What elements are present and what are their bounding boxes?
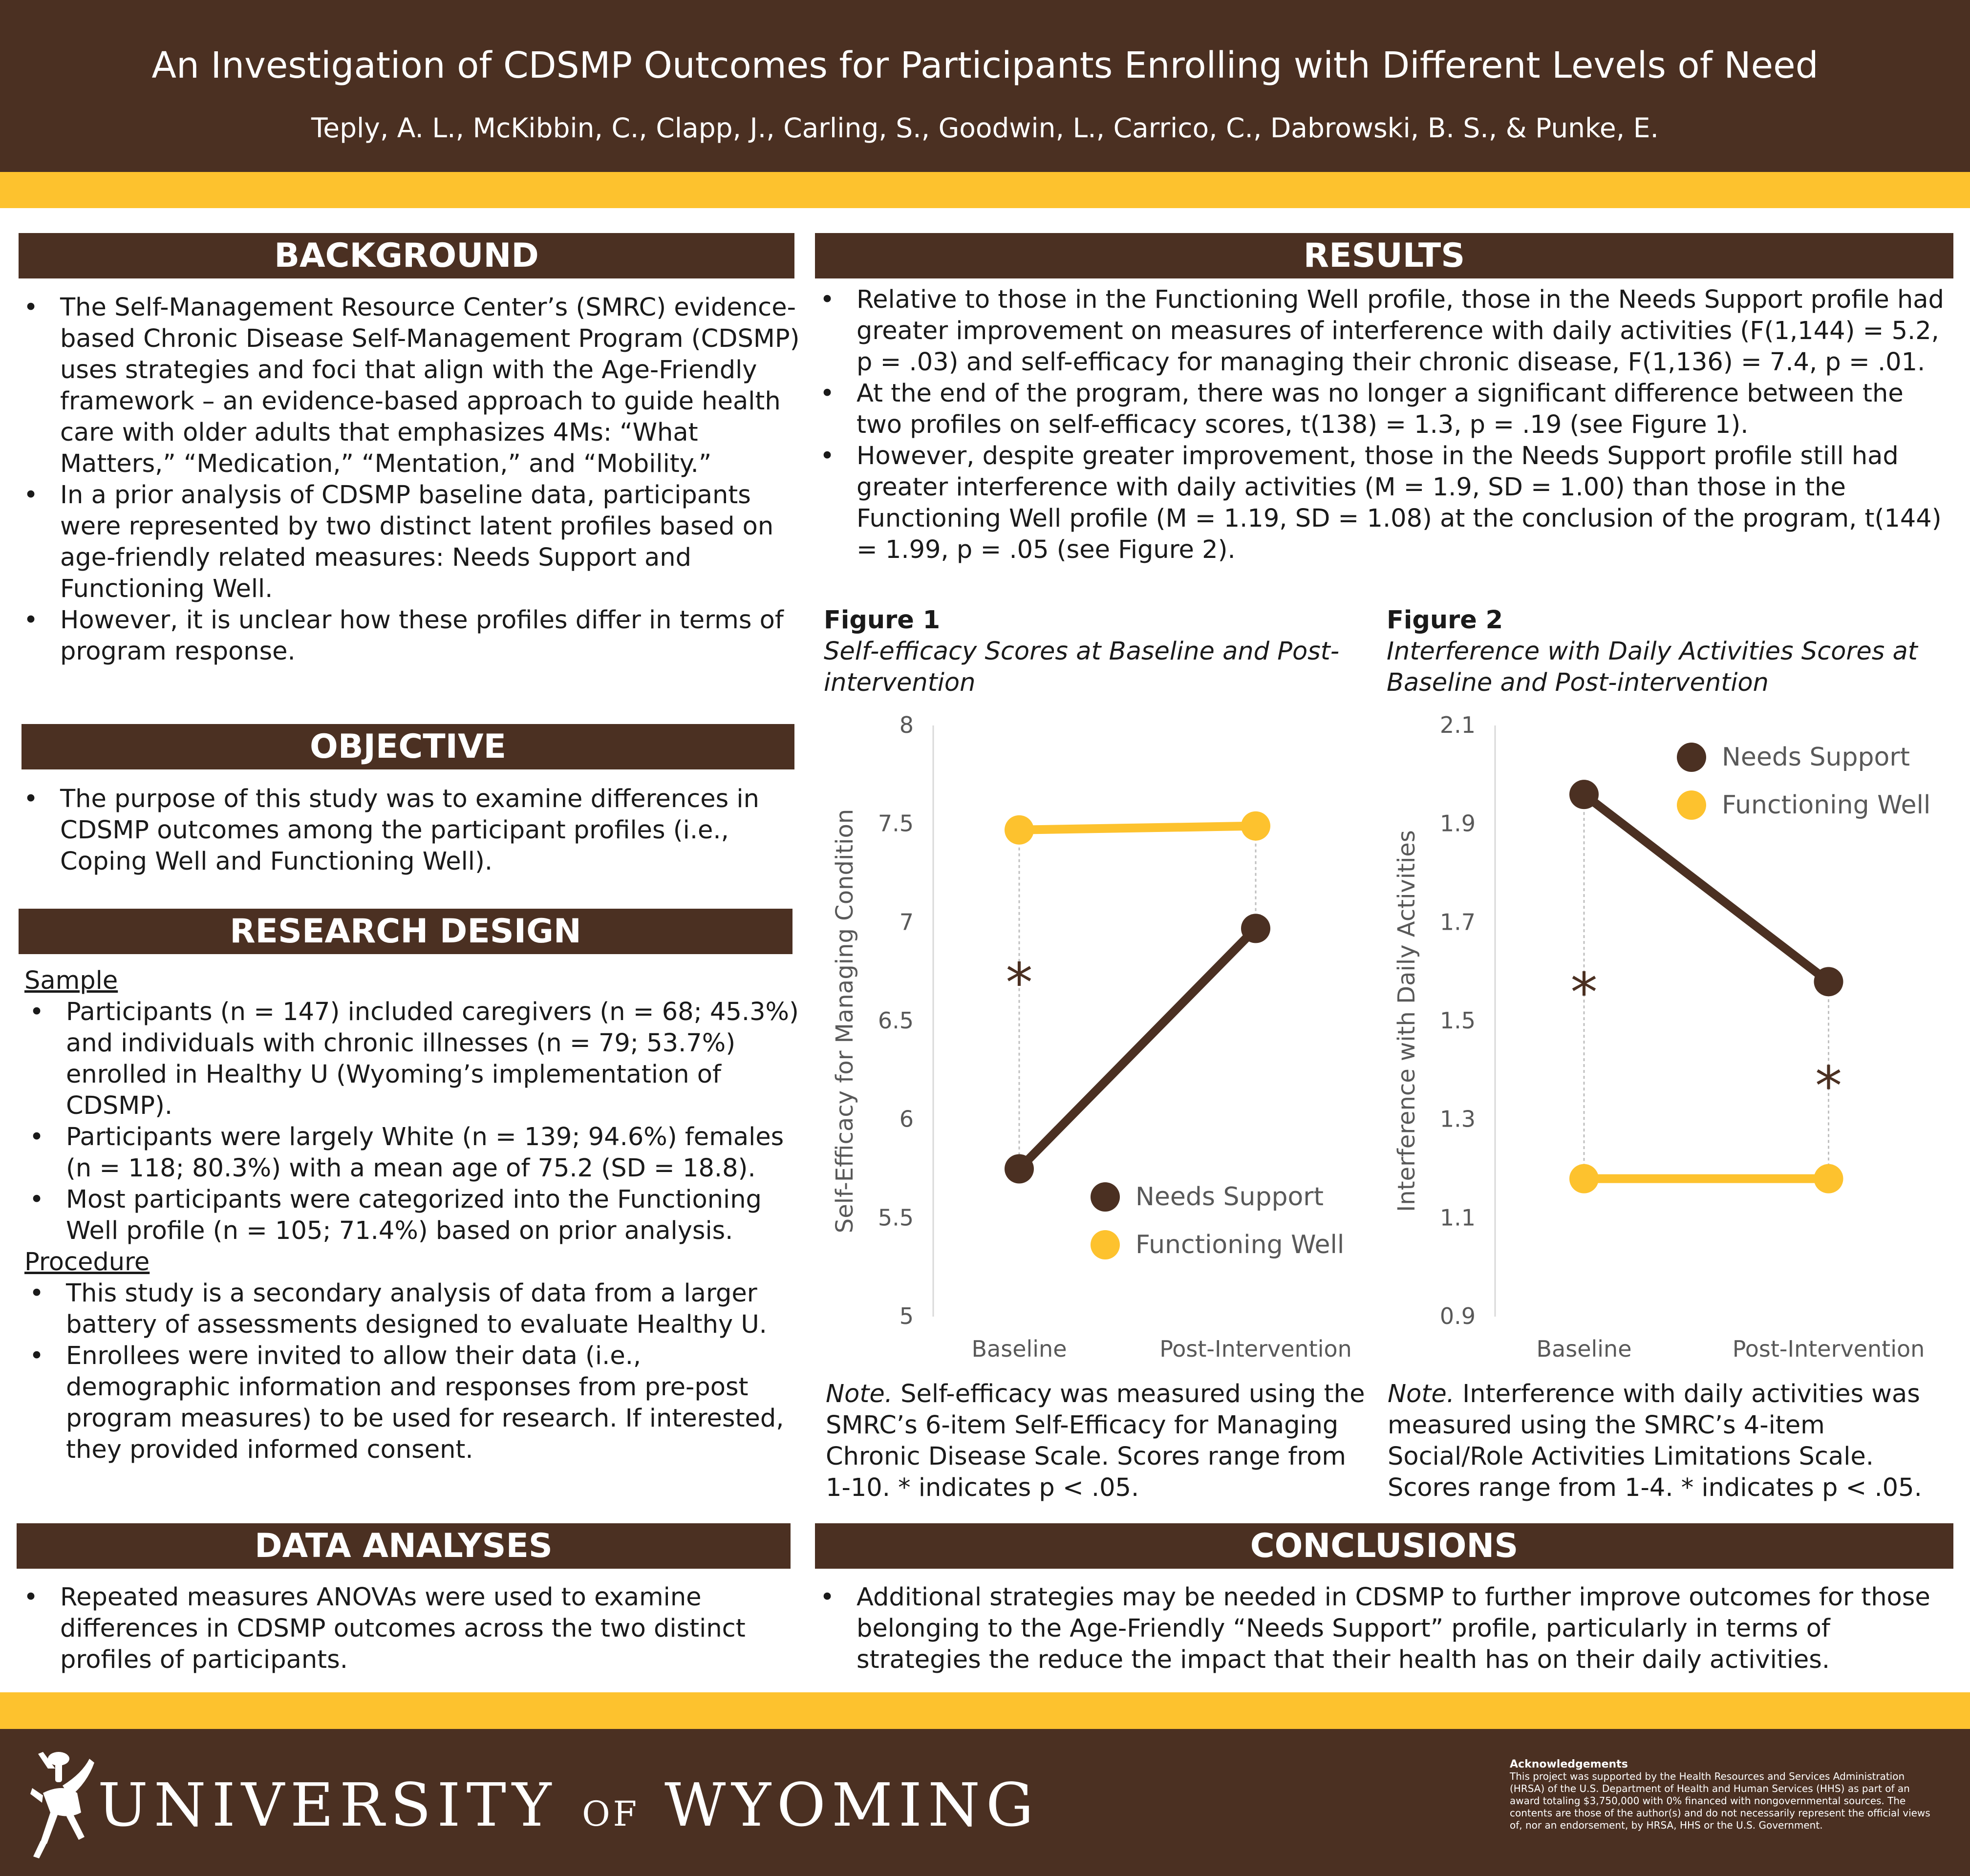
x-tick-label: Baseline (971, 1336, 1067, 1362)
bullet-item: • In a prior analysis of CDSMP baseline data, participants were represented by two distinct latent profiles based on age-friendly related measures: Needs Support and Functioning Well. (19, 480, 800, 605)
acknowledgements-title: Acknowledgements (1510, 1758, 1628, 1770)
figure1-label: Figure 1 (824, 606, 941, 635)
figure2-note-prefix: Note. (1388, 1380, 1455, 1408)
results-header: RESULTS (815, 233, 1953, 278)
bullet-item: • Most participants were categorized into the Functioning Well profile (n = 105; 71.4%) based on prior analysis. (24, 1184, 801, 1247)
legend-marker (1091, 1230, 1120, 1259)
figure2-note (1388, 1379, 1935, 1504)
significance-asterisk: * (1815, 1055, 1842, 1118)
legend-marker (1677, 790, 1706, 820)
legend-label: Needs Support (1722, 743, 1910, 772)
data-point (1569, 780, 1599, 809)
acknowledgements-text: This project was supported by the Health Resources and Services Administration (HRSA) of the U.S. Department of Health and Human Services (HHS) as part of an award totaling $3,750,000 with 0% financed with nongovernmental sources. The contents are those of the author(s) and do not necessarily represent the official views of, nor an endorsement, by HRSA, HHS or the U.S. Government. (1510, 1770, 1930, 1831)
y-tick-label: 1.1 (1439, 1204, 1476, 1231)
figure1-title: Self-efficacy Scores at Baseline and Post-intervention (824, 637, 1340, 697)
data-analyses-header: DATA ANALYSES (17, 1523, 791, 1569)
bucking-horse-logo-icon (28, 1739, 97, 1861)
series-line (1584, 794, 1829, 981)
bullet-item: • Participants (n = 147) included caregivers (n = 68; 45.3%) and individuals with chronic illnesses (n = 79; 53.7%) enrolled in Healthy U (Wyoming’s implementation of CDSMP). (24, 997, 801, 1122)
conclusions-header: CONCLUSIONS (815, 1523, 1953, 1569)
figure2-label: Figure 2 (1387, 606, 1503, 635)
y-tick-label: 1.5 (1439, 1007, 1476, 1034)
sample-list (24, 997, 801, 1247)
figure1-note-text: Self-efficacy was measured using the SMRC’s 6-item Self-Efficacy for Managing Chronic Disease Scale. Scores range from 1-10. * indicates p < .05. (826, 1380, 1365, 1502)
bullet-item: • Relative to those in the Functioning Well profile, those in the Needs Support profile had greater improvement on measures of interference with daily activities (F(1,144) = 5.2, p = .03) and self-efficacy for managing their chronic disease, F(1,136) = 7.4, p = .01. (815, 284, 1953, 378)
gold-band-bottom (0, 1692, 1970, 1729)
legend-label: Needs Support (1135, 1182, 1324, 1212)
poster-authors: Teply, A. L., McKibbin, C., Clapp, J., Carling, S., Goodwin, L., Carrico, C., Dabrowski, B. S., & Punke, E. (311, 112, 1659, 144)
university-logo-text (98, 1770, 1040, 1846)
series-line (1019, 826, 1256, 830)
y-tick-label: 7.5 (878, 810, 914, 837)
bullet-item: • At the end of the program, there was no longer a significant difference between the two profiles on self-efficacy scores, t(138) = 1.3, p = .19 (see Figure 1). (815, 378, 1953, 441)
legend-marker (1091, 1182, 1120, 1212)
y-tick-label: 1.7 (1439, 909, 1476, 936)
procedure-list (24, 1278, 801, 1466)
poster-title: An Investigation of CDSMP Outcomes for Participants Enrolling with Different Levels of Need (151, 44, 1819, 86)
data-point (1241, 811, 1270, 841)
data-point (1569, 1164, 1599, 1194)
y-tick-label: 6 (899, 1106, 914, 1132)
figure2-note-text: Interference with daily activities was measured using the SMRC’s 4-item Social/Role Activities Limitations Scale. Scores range from 1-4. * indicates p < .05. (1388, 1380, 1922, 1502)
bullet-item: • Enrollees were invited to allow their data (i.e., demographic information and responses from pre-post program measures) to be used for research. If interested, they provided informed consent. (24, 1341, 801, 1466)
significance-asterisk: * (1570, 961, 1598, 1024)
x-tick-label: Post-Intervention (1159, 1336, 1352, 1362)
data-point (1005, 815, 1034, 845)
objective-text (19, 784, 800, 877)
background-text (19, 292, 800, 667)
objective-header: OBJECTIVE (21, 724, 794, 769)
legend-label: Functioning Well (1135, 1230, 1345, 1259)
results-list (815, 284, 1953, 566)
significance-asterisk: * (1006, 951, 1033, 1014)
y-tick-label: 1.3 (1439, 1106, 1476, 1132)
data-point (1241, 914, 1270, 943)
bullet-item: • However, despite greater improvement, those in the Needs Support profile still had greater interference with daily activities (M = 1.9, SD = 1.00) than those in the Functioning Well profile (M = 1.19, SD = 1.08) at the conclusion of the program, t(144) = 1.99, p = .05 (see Figure 2). (815, 441, 1953, 566)
acknowledgements (1510, 1758, 1940, 1832)
series-line (1019, 928, 1256, 1169)
data-point (1005, 1154, 1034, 1184)
bullet-item: • The Self-Management Resource Center’s (SMRC) evidence-based Chronic Disease Self-Management Program (CDSMP) uses strategies and foci that align with the Age-Friendly framework – an evidence-based approach to guide health care with older adults that emphasizes 4Ms: “What Matters,” “Medication,” “Mentation,” and “Mobility.” (19, 292, 800, 480)
figure2-title: Interference with Daily Activities Scores at Baseline and Post-intervention (1387, 637, 1918, 697)
y-tick-label: 2.1 (1439, 712, 1476, 738)
data-analyses-list (19, 1582, 800, 1676)
bullet-item: • This study is a secondary analysis of data from a larger battery of assessments designed to evaluate Healthy U. (24, 1278, 801, 1341)
x-tick-label: Baseline (1536, 1336, 1632, 1362)
research-design-header: RESEARCH DESIGN (19, 909, 792, 954)
logo-university: UNIVERSITY (98, 1770, 557, 1840)
objective-list (19, 784, 800, 877)
figure1-chart (826, 704, 1378, 1373)
y-axis-label: Interference with Daily Activities (1393, 830, 1420, 1212)
background-list (19, 292, 800, 667)
x-tick-label: Post-Intervention (1732, 1336, 1925, 1362)
bullet-item: • Repeated measures ANOVAs were used to examine differences in CDSMP outcomes across the two distinct profiles of participants. (19, 1582, 800, 1676)
sample-label: Sample (24, 966, 118, 995)
logo-of: OF (582, 1794, 640, 1834)
bullet-item: • The purpose of this study was to examine differences in CDSMP outcomes among the participant profiles (i.e., Coping Well and Functioning Well). (19, 784, 800, 877)
legend-marker (1677, 743, 1706, 772)
results-text (815, 284, 1953, 566)
y-tick-label: 6.5 (878, 1007, 914, 1034)
data-point (1814, 967, 1843, 996)
y-tick-label: 5 (899, 1303, 914, 1329)
conclusions-list (815, 1582, 1953, 1676)
research-design-text (24, 965, 801, 1466)
data-analyses-text (19, 1582, 800, 1676)
figure2-chart (1388, 704, 1954, 1373)
y-tick-label: 5.5 (878, 1204, 914, 1231)
y-tick-label: 8 (899, 712, 914, 738)
y-tick-label: 7 (899, 909, 914, 936)
legend-label: Functioning Well (1722, 790, 1931, 820)
data-point (1814, 1164, 1843, 1194)
y-tick-label: 1.9 (1439, 810, 1476, 837)
bullet-item: • However, it is unclear how these profiles differ in terms of program response. (19, 605, 800, 667)
conclusions-text (815, 1582, 1953, 1676)
procedure-label: Procedure (24, 1248, 150, 1277)
bullet-item: • Additional strategies may be needed in CDSMP to further improve outcomes for those belonging to the Age-Friendly “Needs Support” profile, particularly in terms of strategies the reduce the impact that their health has on their daily activities. (815, 1582, 1953, 1676)
y-tick-label: 0.9 (1439, 1303, 1476, 1329)
gold-band-top (0, 172, 1970, 208)
background-header: BACKGROUND (19, 233, 794, 278)
figure1-note-prefix: Note. (826, 1380, 893, 1408)
logo-wyoming: WYOMING (664, 1770, 1040, 1840)
bullet-item: • Participants were largely White (n = 139; 94.6%) females (n = 118; 80.3%) with a mean age of 75.2 (SD = 18.8). (24, 1122, 801, 1184)
y-axis-label: Self-Efficacy for Managing Condition (831, 809, 858, 1234)
figure1-note (826, 1379, 1373, 1504)
